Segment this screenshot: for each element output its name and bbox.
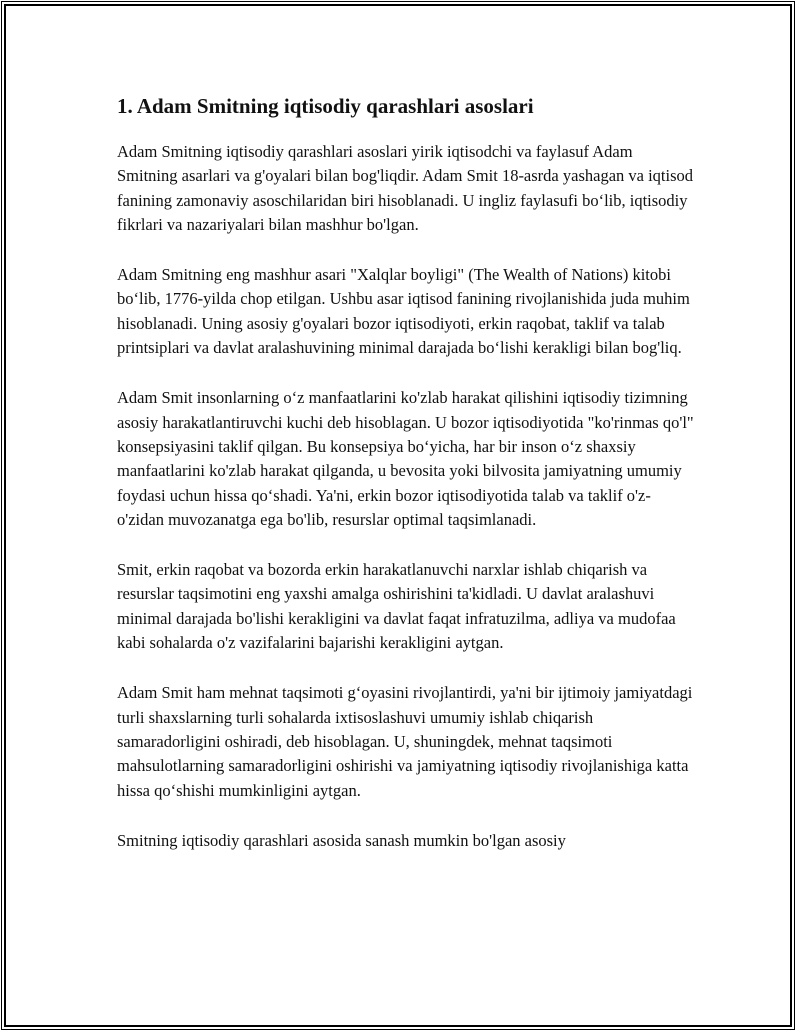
document-body — [117, 92, 697, 879]
paragraph-invisible-hand: Adam Smit insonlarning o‘z manfaatlarini ko'zlab harakat qilishini iqtisodiy tizimning asosiy harakatlantiruvchi kuchi deb hisoblagan. U bozor iqtisodiyotida "ko'rinmas qo'l" konsepsiyasini taklif qilgan. Bu konsepsiya bo‘yicha, har bir inson o‘z shaxsiy manfaatlarini ko'zlab harakat qilganda, u bevosita yoki bilvosita jamiyatning umumiy foydasi uchun hissa qo‘shadi. Ya'ni, erkin bozor iqtisodiyotida talab va taklif o'z-o'zidan muvozanatga ega bo'lib, resurslar optimal taqsimlanadi. — [117, 388, 694, 529]
paragraph-wealth-of-nations: Adam Smitning eng mashhur asari "Xalqlar boyligi" (The Wealth of Nations) kitobi bo‘lib, 1776-yilda chop etilgan. Ushbu asar iqtisod fanining rivojlanishida juda muhim hisoblanadi. Uning asosiy g'oyalari bozor iqtisodiyoti, erkin raqobat, taklif va talab printsiplari va davlat aralashuvining minimal darajada bo‘lishi kerakligi bilan bog'liq. — [117, 265, 690, 358]
section-heading: 1. Adam Smitning iqtisodiy qarashlari asoslari — [117, 94, 534, 118]
paragraph-intro: Adam Smitning iqtisodiy qarashlari asoslari yirik iqtisodchi va faylasuf Adam Smitning asarlari va g'oyalari bilan bog'liqdir. Adam Smit 18-asrda yashagan va iqtisod fanining zamonaviy asoschilaridan biri hisoblanadi. U ingliz faylasufi bo‘lib, iqtisodiy fikrlari va nazariyalari bilan mashhur bo'lgan. — [117, 142, 694, 234]
paragraph-division-of-labor: Adam Smit ham mehnat taqsimoti g‘oyasini rivojlantirdi, ya'ni bir ijtimoiy jamiyatdagi turli shaxslarning turli sohalarda ixtisoslashuvi umumiy ishlab chiqarish samaradorligini oshiradi, deb hisoblagan. U, shuningdek, mehnat taqsimoti mahsulotlarning samaradorligini oshirishi va jamiyatning iqtisodiy rivojlanishiga katta hissa qo‘shishi mumkinligini aytgan. — [117, 683, 693, 800]
paragraph-free-competition: Smit, erkin raqobat va bozorda erkin harakatlanuvchi narxlar ishlab chiqarish va resurslar taqsimotini eng yaxshi amalga oshirishini ta'kidladi. U davlat aralashuvi minimal darajada bo'lishi kerakligini va davlat faqat infratuzilma, adliya va mudofaa kabi sohalarda o'z vazifalarini bajarishi kerakligini aytgan. — [117, 560, 676, 653]
paragraph-summary-start: Smitning iqtisodiy qarashlari asosida sanash mumkin bo'lgan asosiy — [117, 830, 566, 850]
